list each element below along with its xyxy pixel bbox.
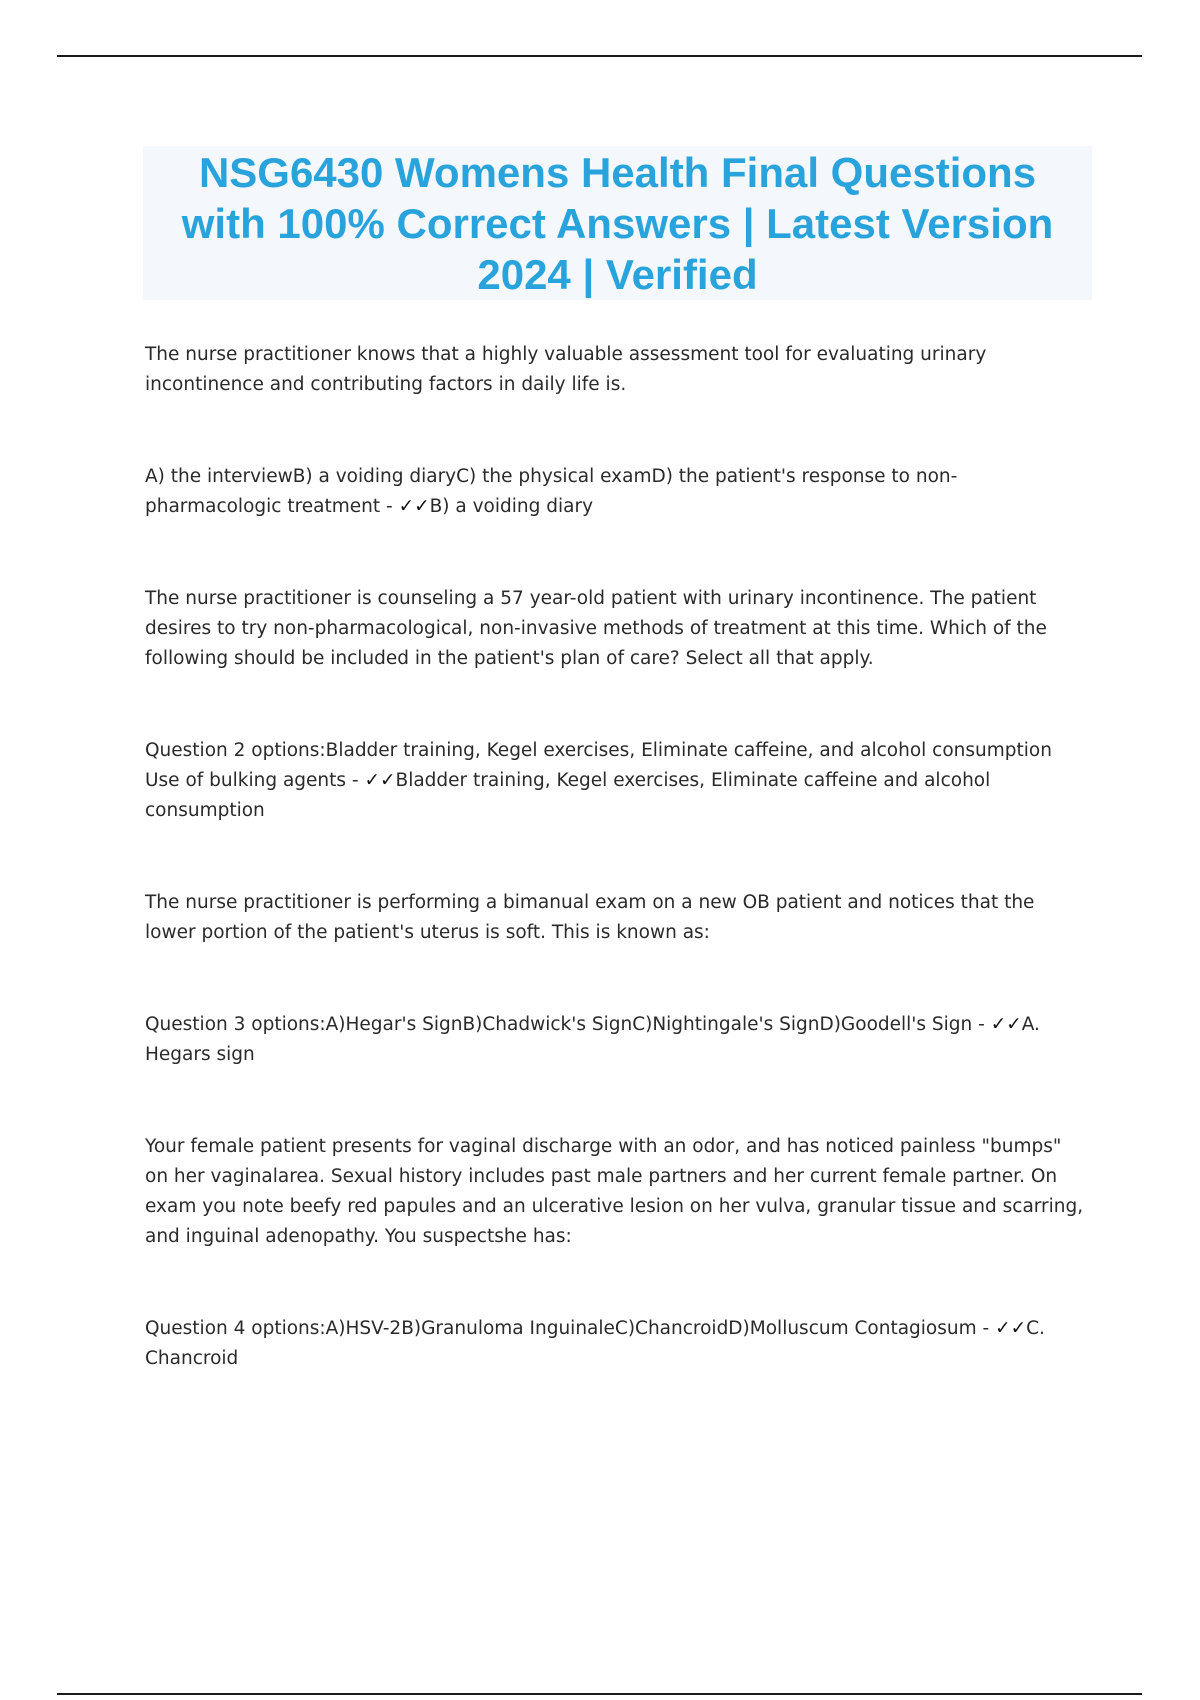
answer-4-answer: C. Chancroid: [145, 1318, 1045, 1369]
question-1-text: The nurse practitioner knows that a highly valuable assessment tool for evaluating urinary incontinence and contributing factors in daily life is.: [145, 344, 987, 395]
top-rule: [57, 55, 1142, 57]
answer-2-check-icon: ✓✓: [364, 770, 396, 791]
answer-2-options: Question 2 options:Bladder training, Kegel exercises, Eliminate caffeine, and alcohol consumption Use of bulking agents -: [145, 740, 1052, 791]
answer-1-check-icon: ✓✓: [398, 496, 430, 517]
answer-1-options: A) the interviewB) a voiding diaryC) the physical examD) the patient's response to non-pharmacologic treatment -: [145, 466, 958, 517]
answer-4-check-icon: ✓✓: [995, 1318, 1027, 1339]
question-4-text: Your female patient presents for vaginal discharge with an odor, and has noticed painless "bumps" on her vaginalarea. Sexual history includes past male partners and her current female partner. On exam you note beefy red papules and an ulcerative lesion on her vulva, granular tissue and scarring, and inguinal adenopathy. You suspectshe has:: [145, 1136, 1084, 1247]
answer-3-check-icon: ✓✓: [990, 1014, 1022, 1035]
answer-1-block: [145, 462, 1090, 522]
question-3-text: The nurse practitioner is performing a bimanual exam on a new OB patient and notices that the lower portion of the patient's uterus is soft. This is known as:: [145, 892, 1035, 943]
qa-content: [145, 340, 1090, 1436]
answer-3-block: [145, 1010, 1090, 1070]
answer-3-answer: A. Hegars sign: [145, 1014, 1040, 1065]
question-2-text: The nurse practitioner is counseling a 57 year-old patient with urinary incontinence. The patient desires to try non-pharmacological, non-invasive methods of treatment at this time. Which of the following should be included in the patient's plan of care? Select all that apply.: [145, 588, 1047, 669]
answer-3-options: Question 3 options:A)Hegar's SignB)Chadwick's SignC)Nightingale's SignD)Goodell's Sign -: [145, 1014, 991, 1035]
answer-1-answer: B) a voiding diary: [429, 496, 594, 517]
document-title: NSG6430 Womens Health Final Questions with 100% Correct Answers | Latest Version 2024 | Verified: [181, 148, 1054, 298]
answer-2-block: [145, 736, 1090, 826]
title-banner: [143, 146, 1092, 300]
answer-4-block: [145, 1314, 1090, 1374]
answer-4-options: Question 4 options:A)HSV-2B)Granuloma InguinaleC)ChancroidD)Molluscum Contagiosum -: [145, 1318, 996, 1339]
answer-2-answer: Bladder training, Kegel exercises, Eliminate caffeine and alcohol consumption: [145, 770, 991, 821]
bottom-rule: [57, 1693, 1142, 1695]
